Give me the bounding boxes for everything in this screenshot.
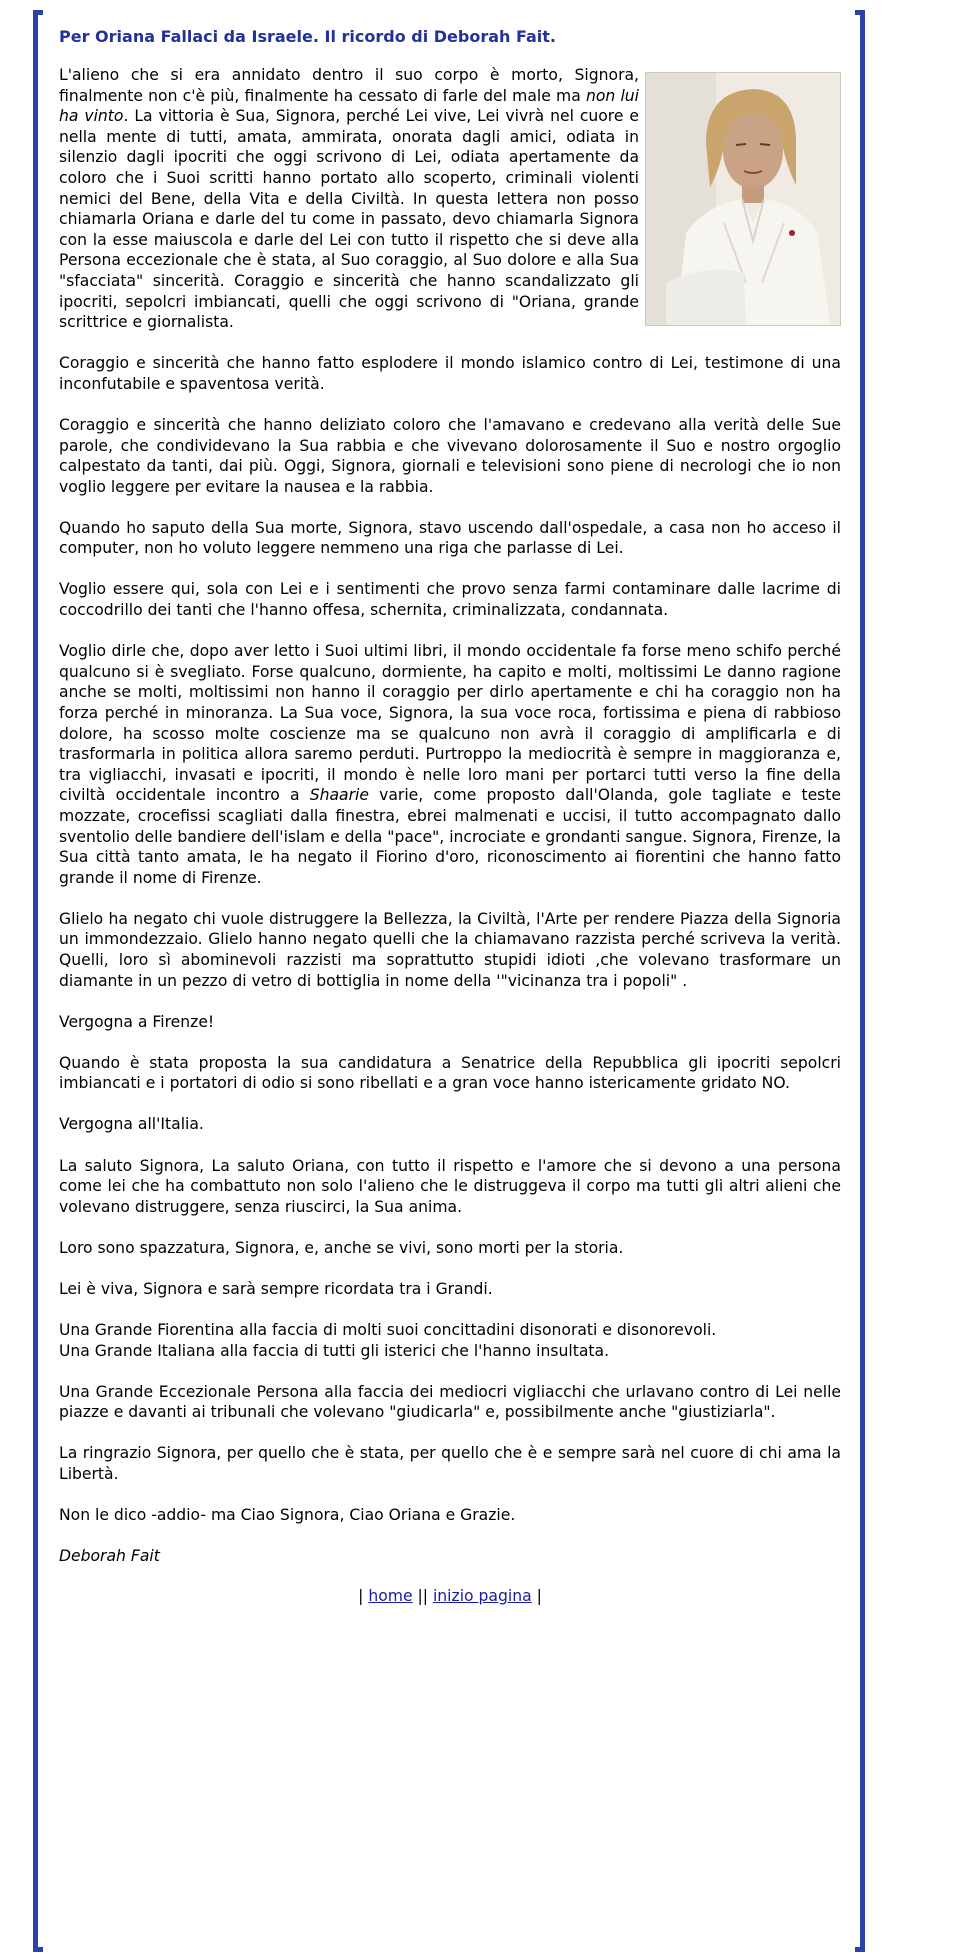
paragraph-2: Coraggio e sincerità che hanno fatto esplodere il mondo islamico contro di Lei, testimone di una inconfutabile e spaventosa verità. [59, 354, 841, 393]
portrait-image [646, 73, 840, 325]
signature: Deborah Fait [59, 1547, 160, 1566]
paragraph-12: Loro sono spazzatura, Signora, e, anche se vivi, sono morti per la storia. [59, 1238, 624, 1257]
footer-separator: || [412, 1587, 433, 1606]
author-photo [645, 72, 841, 326]
footer-nav [59, 1587, 841, 1605]
article-content [59, 26, 841, 1605]
footer-separator: | [531, 1587, 542, 1606]
paragraph-16: La ringrazio Signora, per quello che è stata, per quello che è e sempre sarà nel cuore di chi ama la Libertà. [59, 1444, 841, 1483]
paragraph-10: Vergogna all'Italia. [59, 1115, 204, 1134]
paragraph-17: Non le dico -addio- ma Ciao Signora, Ciao Oriana e Grazie. [59, 1506, 516, 1525]
article-frame [33, 10, 865, 1952]
article-body [59, 65, 841, 1567]
article-title: Per Oriana Fallaci da Israele. Il ricordo di Deborah Fait. [59, 27, 556, 46]
paragraph-14: Una Grande Fiorentina alla faccia di molti suoi concittadini disonorati e disonorevoli. Una Grande Italiana alla faccia di tutti gli isterici che l'hanno insultata. [59, 1321, 717, 1360]
footer-separator: | [358, 1587, 369, 1606]
page-top-link[interactable]: inizio pagina [432, 1587, 532, 1606]
paragraph-11: La saluto Signora, La saluto Oriana, con tutto il rispetto e l'amore che si devono a una persona come lei che ha combattuto non solo l'alieno che le distruggeva il corpo ma tutti gli altri alieni che volevano distruggere, senza riuscirci, la Sua anima. [59, 1156, 841, 1216]
paragraph-1: L'alieno che si era annidato dentro il suo corpo è morto, Signora, finalmente non c'è più, finalmente ha cessato di farle del male ma non lui ha vinto. La vittoria è Sua, Signora, perché Lei vive, Lei vivrà nel cuore e nella mente di tutti, amata, ammirata, onorata dagli amici, odiata in silenzio dagli ipocriti che oggi scrivono di Lei, odiata apertamente da coloro che i Suoi scritti hanno portato allo scoperto, criminali violenti nemici del Bene, della Vita e della Civiltà. In questa lettera non posso chiamarla Oriana e darle del tu come in passato, devo chiamarla Signora con la esse maiuscola e darle del Lei con tutto il rispetto che si deve alla Persona eccezionale che è stata, al Suo coraggio, al Suo dolore e alla Sua "sfacciata" sincerità. Coraggio e sincerità che hanno scandalizzato gli ipocriti, sepolcri imbiancati, quelli che oggi scrivono di "Oriana, grande scrittrice e giornalista. [59, 66, 639, 332]
paragraph-8: Vergogna a Firenze! [59, 1012, 215, 1031]
paragraph-7: Glielo ha negato chi vuole distruggere la Bellezza, la Civiltà, l'Arte per rendere Piazza della Signoria un immondezzaio. Glielo hanno negato quelli che la chiamavano razzista perché scriveva la verità. Quelli, loro sì abominevoli razzisti ma soprattutto stupidi idioti ,che volevano trasformare un diamante in un pezzo di vetro di bottiglia in nome della '"vicinanza tra i popoli" . [59, 909, 841, 990]
paragraph-5: Voglio essere qui, sola con Lei e i sentimenti che provo senza farmi contaminare dalle lacrime di coccodrillo dei tanti che l'hanno offesa, schernita, criminalizzata, condannata. [59, 580, 841, 620]
paragraph-6: Voglio dirle che, dopo aver letto i Suoi ultimi libri, il mondo occidentale fa forse meno schifo perché qualcuno si è svegliato. Forse qualcuno, dormiente, ha capito e molti, moltissimi Le danno ragione anche se molti, moltissimi non hanno il coraggio per dirlo apertamente e chi ha coraggio non ha forza perché in minoranza. La Sua voce, Signora, la sua voce roca, fortissima e piena di rabbioso dolore, ha scosso molte coscienze ma se qualcuno non avrà il coraggio di amplificarla e di trasformarla in politica allora saremo perduti. Purtroppo la mediocrità è sempre in maggioranza e, tra vigliacchi, invasati e ipocriti, il mondo è nelle loro mani per portarci tutti verso la fine della civiltà occidentale incontro a Shaarie varie, come proposto dall'Olanda, gole tagliate e teste mozzate, crocefissi scagliati dalla finestra, ebrei malmenati e uccisi, il tutto accompagnato dallo sventolio delle bandiere dell'islam e della "pace", incrociate e grondanti sangue. Signora, Firenze, la Sua città tanto amata, le ha negato il Fiorino d'oro, riconoscimento ai fiorentini che hanno fatto grande il nome di Firenze. [59, 642, 841, 887]
paragraph-4: Quando ho saputo della Sua morte, Signora, stavo uscendo dall'ospedale, a casa non ho acceso il computer, non ho voluto leggere nemmeno una riga che parlasse di Lei. [59, 518, 841, 558]
paragraph-13: Lei è viva, Signora e sarà sempre ricordata tra i Grandi. [59, 1279, 493, 1298]
home-link[interactable]: home [368, 1587, 413, 1606]
paragraph-9: Quando è stata proposta la sua candidatura a Senatrice della Repubblica gli ipocriti sepolcri imbiancati e i portatori di odio si sono ribellati e a gran voce hanno istericamente gridato NO. [59, 1053, 841, 1093]
paragraph-15: Una Grande Eccezionale Persona alla faccia dei mediocri vigliacchi che urlavano contro di Lei nelle piazze e davanti ai tribunali che volevano "giudicarla" e, possibilmente anche "giustiziarla". [59, 1382, 841, 1422]
paragraph-3: Coraggio e sincerità che hanno deliziato coloro che l'amavano e credevano alla verità delle Sue parole, che condividevano la Sua rabbia e che vivevano dolorosamente il Suo e nostro orgoglio calpestato da tanti, dai più. Oggi, Signora, giornali e televisioni sono piene di necrologi che io non voglio leggere per evitare la nausea e la rabbia. [59, 415, 841, 496]
frame-right-bracket [860, 10, 865, 1952]
frame-left-bracket [33, 10, 38, 1952]
